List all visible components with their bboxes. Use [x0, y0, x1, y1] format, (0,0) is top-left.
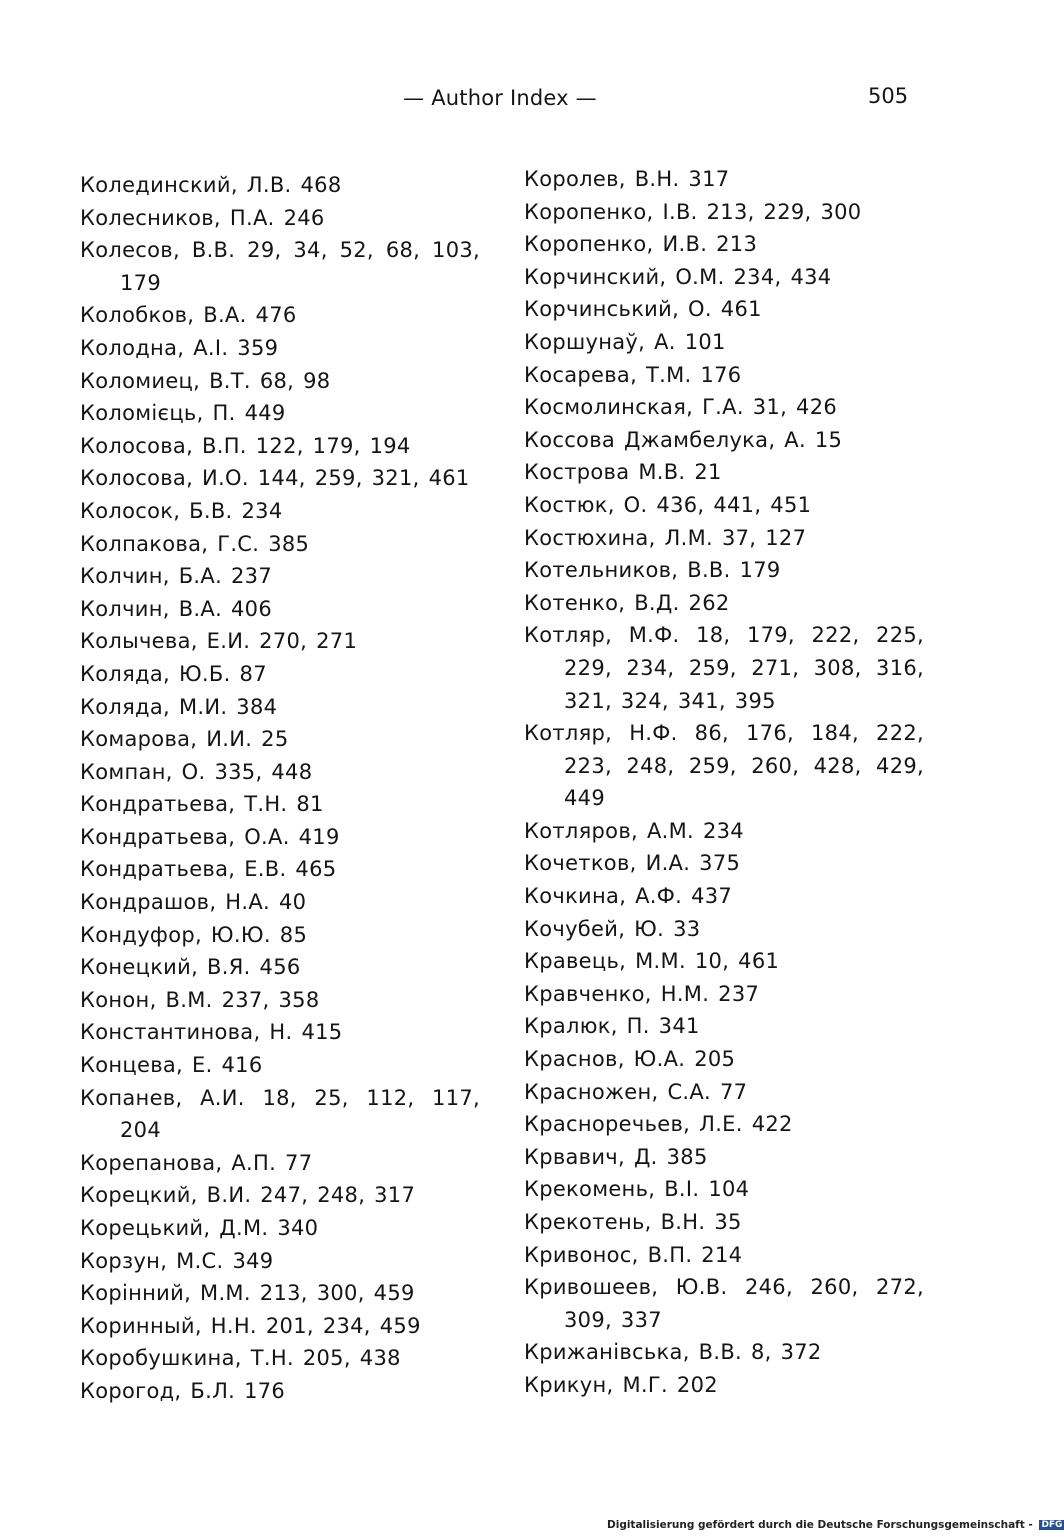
index-entry: Коломієць, П. 449 [80, 401, 286, 426]
index-entry: Кривонос, В.П. 214 [524, 1242, 743, 1267]
index-entry: Кочетков, И.А. 375 [524, 851, 741, 876]
index-entry: Колесников, П.А. 246 [80, 205, 325, 230]
index-entry: Крвавич, Д. 385 [524, 1144, 708, 1169]
index-entry: Крижанівська, В.В. 8, 372 [524, 1340, 822, 1365]
index-entry: Краснов, Ю.А. 205 [524, 1047, 736, 1072]
index-entry: Корепанова, А.П. 77 [80, 1150, 313, 1175]
index-entry: Колычева, Е.И. 270, 271 [80, 629, 358, 654]
index-entry: Кравець, М.М. 10, 461 [524, 949, 780, 974]
index-entry: Константинова, Н. 415 [80, 1020, 343, 1045]
index-entry: Костюхина, Л.М. 37, 127 [524, 525, 807, 550]
index-entry: Колосок, Б.В. 234 [80, 498, 283, 523]
index-entry: Концева, Е. 416 [80, 1053, 263, 1078]
index-entry: Копанев, А.И. 18, 25, 112, 117, 204 [80, 1085, 480, 1143]
index-entry: Коршунаў, А. 101 [524, 329, 726, 354]
index-entry: Крекотень, В.Н. 35 [524, 1210, 742, 1234]
index-entry: Колосова, В.П. 122, 179, 194 [80, 433, 411, 458]
index-entry: Коробушкина, Т.Н. 205, 438 [80, 1346, 401, 1371]
index-entry: Колобков, В.А. 476 [80, 303, 297, 328]
index-entry: Колосова, И.О. 144, 259, 321, 461 [80, 466, 470, 491]
index-entry: Кочубей, Ю. 33 [524, 916, 701, 941]
index-entry: Кондратьева, Т.Н. 81 [80, 792, 324, 817]
index-entry: Костюк, О. 436, 441, 451 [524, 492, 812, 517]
index-entry: Корогод, Б.Л. 176 [80, 1378, 286, 1403]
index-entry: Корчинский, О.М. 234, 434 [524, 264, 832, 289]
index-entry: Кострова М.В. 21 [524, 460, 722, 485]
digitization-footer [607, 1519, 1064, 1531]
index-entry: Колединский, Л.В. 468 [80, 173, 342, 197]
index-entry: Колесов, В.В. 29, 34, 52, 68, 103, 179 [80, 238, 480, 295]
index-entry: Кондуфор, Ю.Ю. 85 [80, 922, 308, 947]
index-entry: Колчин, В.А. 406 [80, 596, 272, 621]
index-column-left [80, 169, 480, 1408]
index-entry: Красножен, С.А. 77 [524, 1079, 748, 1104]
index-entry: Крикун, М.Г. 202 [524, 1372, 718, 1397]
index-entry: Корзун, М.С. 349 [80, 1248, 274, 1273]
index-entry: Кравченко, Н.М. 237 [524, 981, 760, 1006]
index-entry: Колодна, А.І. 359 [80, 335, 279, 360]
index-entry: Королев, В.Н. 317 [524, 167, 730, 191]
index-entry: Корчинський, О. 461 [524, 297, 762, 322]
index-entry: Котляр, Н.Ф. 86, 176, 184, 222, 223, 248, 259, 260, 428, 429, 449 [524, 721, 924, 811]
index-entry: Компан, О. 335, 448 [80, 759, 313, 784]
index-entry: Котляр, М.Ф. 18, 179, 222, 225, 229, 234, 259, 271, 308, 316, 321, 324, 341, 395 [524, 623, 924, 713]
index-entry: Коропенко, І.В. 213, 229, 300 [524, 199, 862, 224]
index-entry: Коляда, М.И. 384 [80, 694, 278, 719]
index-entry: Котляров, А.М. 234 [524, 818, 744, 843]
index-entry: Коссова Джамбелука, А. 15 [524, 427, 843, 452]
index-entry: Коляда, Ю.Б. 87 [80, 661, 267, 686]
index-entry: Конецкий, В.Я. 456 [80, 955, 301, 980]
index-entry: Колчин, Б.А. 237 [80, 564, 272, 589]
index-entry: Кондратьева, О.А. 419 [80, 824, 340, 849]
index-entry: Кочкина, А.Ф. 437 [524, 884, 733, 909]
index-entry: Косарева, Т.М. 176 [524, 362, 742, 387]
index-entry: Космолинская, Г.А. 31, 426 [524, 395, 838, 420]
index-entry: Коломиец, В.Т. 68, 98 [80, 368, 331, 393]
index-entry: Кондрашов, Н.А. 40 [80, 890, 307, 915]
index-entry: Корецкий, В.И. 247, 248, 317 [80, 1183, 416, 1208]
dfg-logo: DFG [1041, 1520, 1063, 1530]
footer-text: Digitalisierung gefördert durch die Deutsche Forschungsgemeinschaft - [607, 1519, 1033, 1531]
index-entry: Крекомень, В.І. 104 [524, 1177, 750, 1202]
index-entry: Конон, В.М. 237, 358 [80, 987, 320, 1012]
index-entry: Кривошеев, Ю.В. 246, 260, 272, 309, 337 [524, 1275, 924, 1332]
index-entry: Корецький, Д.М. 340 [80, 1216, 319, 1240]
index-entry: Красноречьев, Л.Е. 422 [524, 1112, 793, 1137]
index-column-right [524, 163, 924, 1402]
index-entry: Коринный, Н.Н. 201, 234, 459 [80, 1313, 421, 1338]
index-entry: Кондратьева, Е.В. 465 [80, 857, 337, 882]
index-entry: Колпакова, Г.С. 385 [80, 531, 310, 556]
index-entry: Котенко, В.Д. 262 [524, 590, 730, 615]
index-entry: Кралюк, П. 341 [524, 1014, 700, 1039]
index-entry: Корінний, М.М. 213, 300, 459 [80, 1281, 415, 1306]
index-entry: Комарова, И.И. 25 [80, 727, 289, 752]
index-entry: Коропенко, И.В. 213 [524, 232, 758, 257]
running-head: — Author Index — [403, 86, 597, 110]
page-number: 505 [868, 84, 909, 108]
index-entry: Котельников, В.В. 179 [524, 558, 781, 583]
